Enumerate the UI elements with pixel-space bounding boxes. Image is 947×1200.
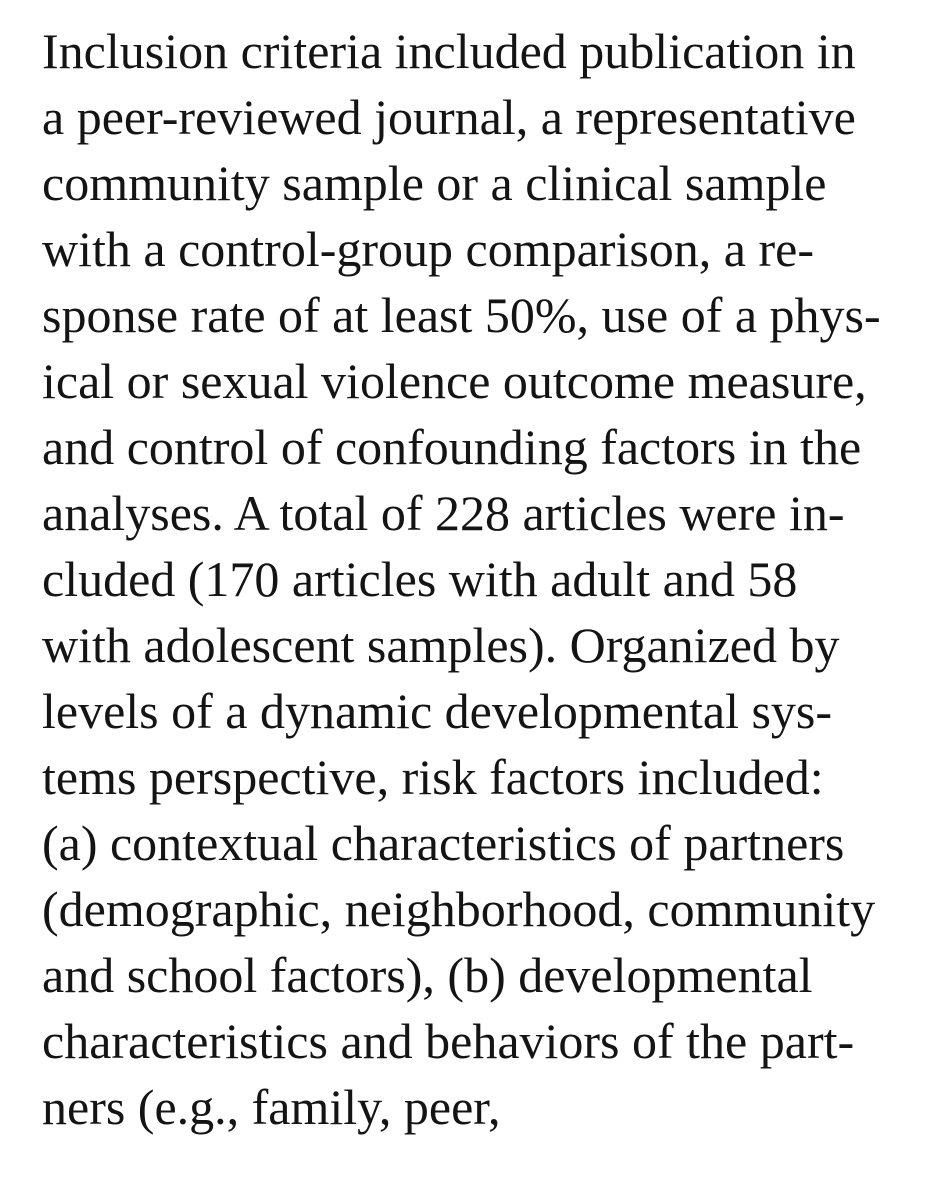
text-line: with adolescent samples). Organized by xyxy=(42,617,840,673)
text-line: and control of confounding factors in the xyxy=(42,419,862,475)
body-paragraph xyxy=(42,18,922,1140)
text-line: sponse rate of at least 50%, use of a phys- xyxy=(42,287,881,343)
text-line: characteristics and behaviors of the part- xyxy=(42,1013,855,1069)
text-line: community sample or a clinical sample xyxy=(42,155,827,211)
text-line: (demographic, neighborhood, community xyxy=(42,881,876,937)
text-line: a peer-reviewed journal, a representative xyxy=(42,89,856,145)
text-line: ners (e.g., family, peer, xyxy=(42,1079,501,1135)
text-line: (a) contextual characteristics of partners xyxy=(42,815,845,871)
text-line: analyses. A total of 228 articles were in- xyxy=(42,485,845,541)
text-line: ical or sexual violence outcome measure, xyxy=(42,353,867,409)
text-line: tems perspective, risk factors included: xyxy=(42,749,824,805)
text-line: with a control-group comparison, a re- xyxy=(42,221,814,277)
text-line: cluded (170 articles with adult and 58 xyxy=(42,551,798,607)
text-line: Inclusion criteria included publication in xyxy=(42,23,856,79)
text-line: and school factors), (b) developmental xyxy=(42,947,813,1003)
text-line: levels of a dynamic developmental sys- xyxy=(42,683,833,739)
